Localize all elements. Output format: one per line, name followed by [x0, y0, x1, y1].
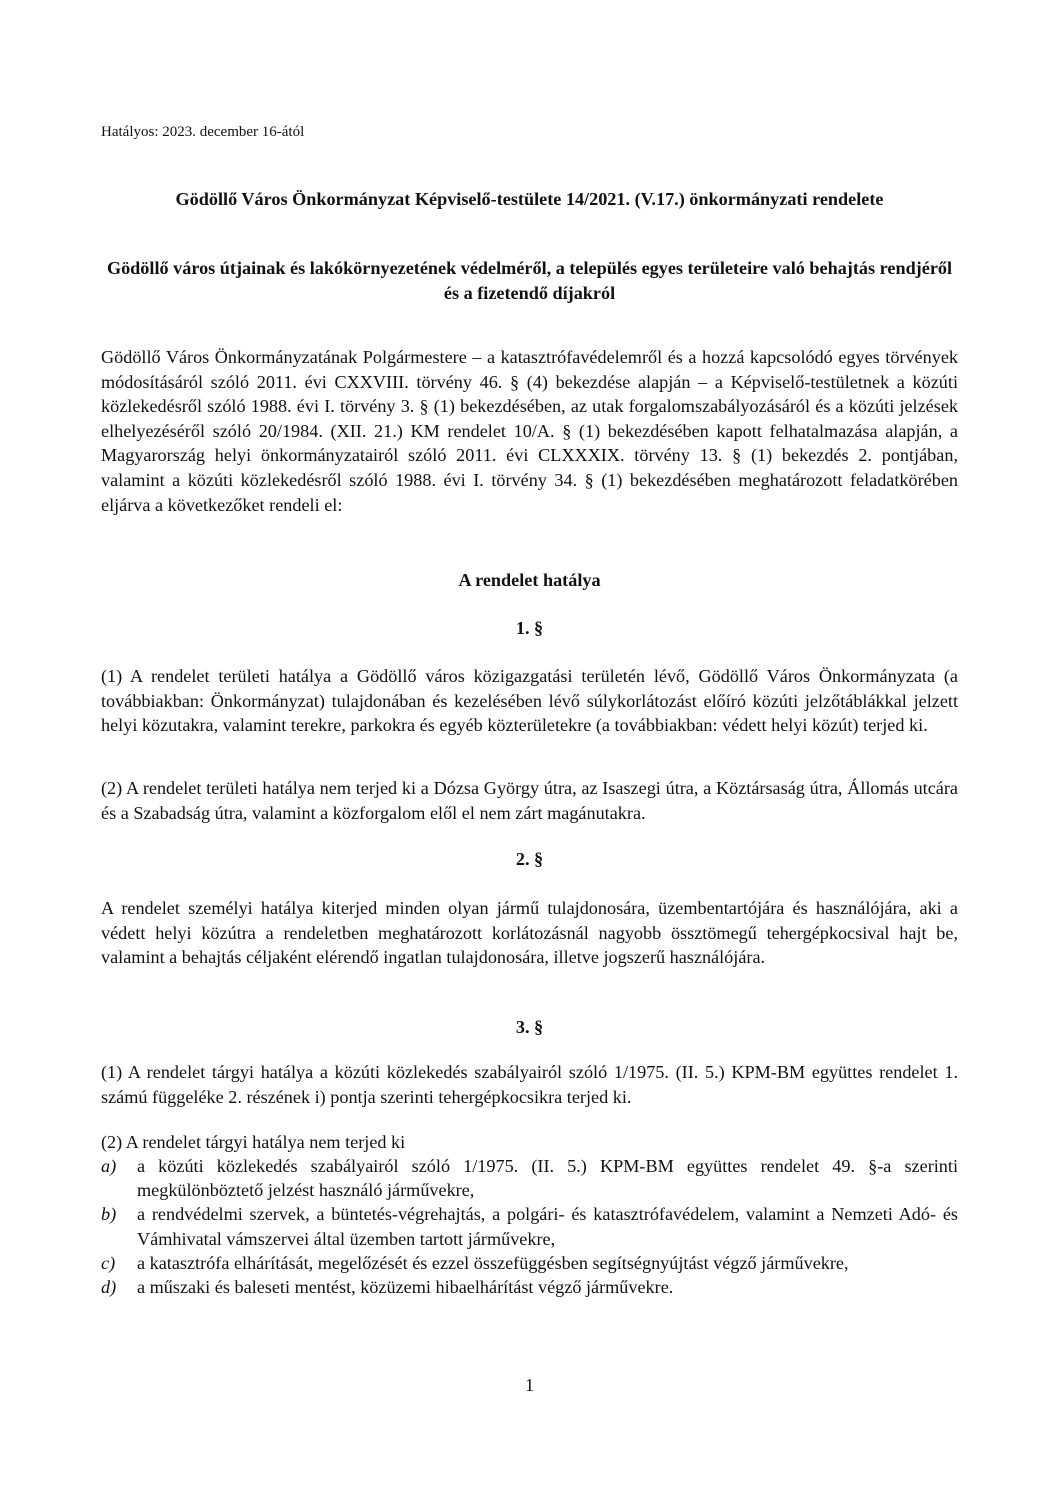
section-1-heading: 1. §	[515, 618, 544, 638]
list-marker: b)	[101, 1204, 117, 1225]
list-marker: a)	[101, 1156, 117, 1176]
section-1-paragraph-2: (2) A rendelet területi hatálya nem terjed ki a Dózsa György útra, az Isaszegi útra, a Köztársaság útra, Állomás utcára és a Szabadság útra, valamint a közforgalom elől el nem zárt magánutakra.	[101, 778, 958, 823]
preamble-paragraph: Gödöllő Város Önkormányzatának Polgármestere – a katasztrófavédelemről és a hozzá kapcsolódó egyes törvények módosításáról szóló 2011. évi CXXVIII. törvény 46. § (4) bekezdése alapján – a Képviselő-testületnek a közúti közlekedésről szóló 1988. évi I. törvény 3. § (1) bekezdésében, az utak forgalomszabályozásáról és a közúti jelzések elhelyezéséről szóló 20/1984. (XII. 21.) KM rendelet 10/A. § (1) bekezdésében kapott felhatalmazása alapján, a Magyarország helyi önkormányzatairól szóló 2011. évi CLXXXIX. törvény 13. § (1) bekezdés 2. pontjában, valamint a közúti közlekedésről szóló 1988. évi I. törvény 34. § (1) bekezdésében meghatározott feladatkörében eljárva a következőket rendeli el:	[101, 347, 958, 515]
section-3-paragraph-2: (2) A rendelet tárgyi hatálya nem terjed ki	[101, 1132, 406, 1152]
list-item	[101, 1202, 958, 1250]
list-marker: d)	[101, 1277, 117, 1298]
page-number: 1	[524, 1375, 535, 1395]
list-marker: c)	[101, 1252, 116, 1273]
list-item-text: a rendvédelmi szervek, a büntetés-végrehajtás, a polgári- és katasztrófavédelem, valamint a Nemzeti Adó- és Vámhivatal vámszervei által üzemben tartott járművekre,	[137, 1204, 958, 1249]
document-title: Gödöllő Város Önkormányzat Képviselő-testülete 14/2021. (V.17.) önkormányzati rendelete	[175, 189, 884, 209]
section-3-paragraph-1: (1) A rendelet tárgyi hatálya a közúti közlekedés szabályairól szóló 1/1975. (II. 5.) KPM-BM együttes rendelet 1. számú függeléke 2. részének i) pontja szerinti tehergépkocsikra terjed ki.	[101, 1062, 958, 1107]
exemption-list	[101, 1154, 958, 1299]
list-item	[101, 1154, 958, 1202]
list-item-text: a katasztrófa elhárítását, megelőzését és ezzel összefüggésben segítségnyújtást végző járművekre,	[137, 1252, 849, 1273]
section-2-paragraph-1: A rendelet személyi hatálya kiterjed minden olyan jármű tulajdonosára, üzembentartójára és használójára, aki a védett helyi közútra a rendeletben meghatározott korlátozásnál nagyobb össztömegű tehergépkocsival hajt be, valamint a behajtás céljaként elérendő ingatlan tulajdonosára, illetve jogszerű használójára.	[101, 898, 958, 968]
list-item	[101, 1251, 958, 1275]
list-item-text: a műszaki és baleseti mentést, közüzemi hibaelhárítást végző járművekre.	[137, 1277, 674, 1298]
document-subtitle: Gödöllő város útjainak és lakókörnyezetének védelméről, a település egyes területeire való behajtás rendjéről és a fizetendő díjakról	[106, 258, 953, 303]
effective-date: Hatályos: 2023. december 16-ától	[101, 124, 305, 140]
list-item	[101, 1275, 958, 1299]
list-item-text: a közúti közlekedés szabályairól szóló 1/1975. (II. 5.) KPM-BM együttes rendelet 49. §-a szerinti megkülönböztető jelzést használó járművekre,	[137, 1156, 958, 1201]
chapter-heading: A rendelet hatálya	[458, 570, 601, 590]
section-2-heading: 2. §	[515, 849, 544, 869]
section-3-heading: 3. §	[515, 1017, 544, 1037]
section-1-paragraph-1: (1) A rendelet területi hatálya a Gödöllő város közigazgatási területén lévő, Gödöllő Város Önkormányzata (a továbbiakban: Önkormányzat) tulajdonában és kezelésében lévő súlykorlátozást előíró közúti jelzőtáblákkal jelzett helyi közutakra, valamint terekre, parkokra és egyéb közterületekre (a továbbiakban: védett helyi közút) terjed ki.	[101, 666, 958, 736]
